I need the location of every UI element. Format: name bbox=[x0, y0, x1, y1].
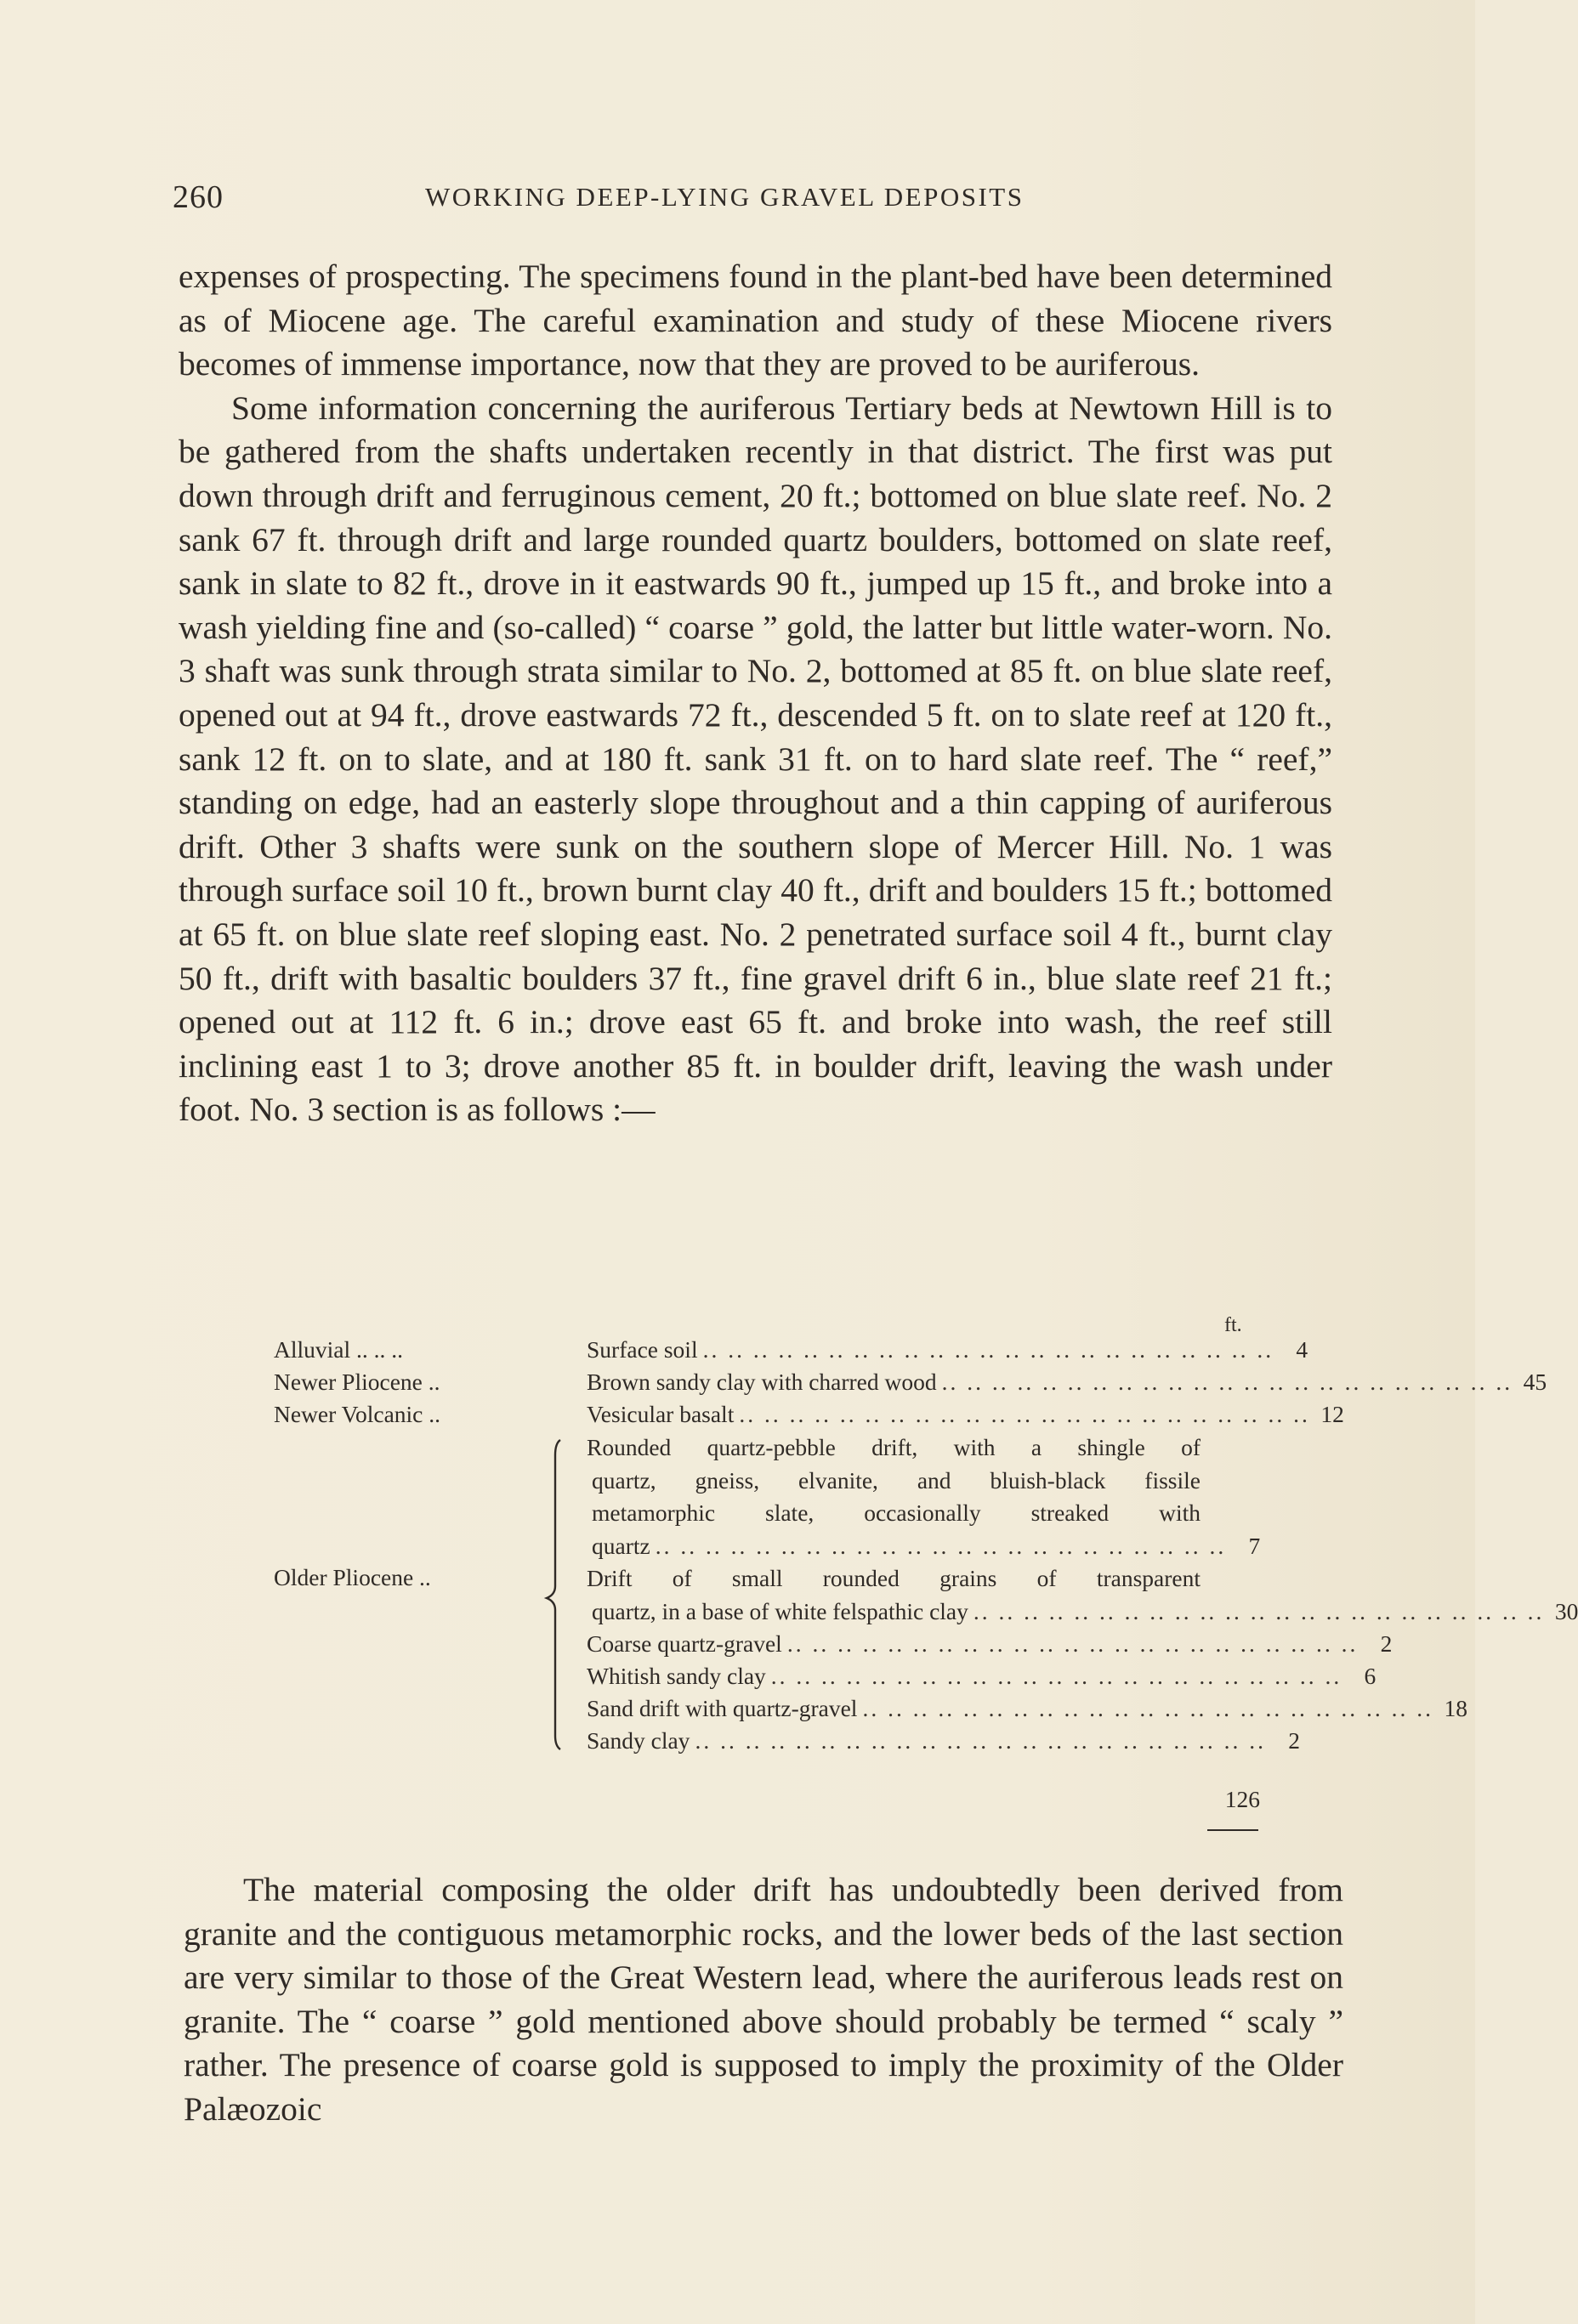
strata-description: Surface soil bbox=[587, 1336, 698, 1363]
strata-thickness: 7 bbox=[1248, 1532, 1261, 1559]
strata-row bbox=[587, 1398, 1344, 1431]
leader-dots: .. .. .. .. .. .. .. .. .. .. .. .. .. .. .. .. .. .. .. .. .. .. .. bbox=[941, 1369, 1513, 1395]
strata-row bbox=[587, 1562, 1578, 1628]
strata-description: Drift of small rounded grains of transparent bbox=[587, 1565, 1201, 1591]
strata-thickness: 45 bbox=[1523, 1369, 1547, 1395]
leader-dots: .. .. .. .. .. .. .. .. .. .. .. .. .. .. .. .. .. .. .. .. .. .. .. bbox=[770, 1663, 1342, 1689]
leader-dots: .. .. .. .. .. .. .. .. .. .. .. .. .. .. .. .. .. .. .. .. .. .. .. bbox=[786, 1630, 1359, 1657]
formation-newer-pliocene: Newer Pliocene .. bbox=[274, 1369, 440, 1395]
strata-thickness: 6 bbox=[1364, 1663, 1376, 1689]
formation-alluvial: Alluvial .. .. .. bbox=[274, 1336, 404, 1363]
strata-thickness: 18 bbox=[1444, 1695, 1467, 1721]
strata-thickness: 30 bbox=[1554, 1597, 1578, 1624]
strata-row bbox=[587, 1334, 1308, 1367]
strata-description: Vesicular basalt bbox=[587, 1401, 735, 1427]
strata-description: Coarse quartz-gravel bbox=[587, 1630, 782, 1657]
body-text bbox=[179, 255, 1332, 1132]
strata-thickness: 2 bbox=[1380, 1630, 1393, 1657]
formation-newer-volcanic: Newer Volcanic .. bbox=[274, 1401, 441, 1427]
strata-row bbox=[587, 1366, 1547, 1399]
strata-description: Brown sandy clay with charred wood bbox=[587, 1369, 937, 1395]
strata-thickness: 4 bbox=[1296, 1336, 1308, 1363]
strata-description-cont: metamorphic slate, occasionally streaked with bbox=[592, 1499, 1201, 1526]
running-title: WORKING DEEP-LYING GRAVEL DEPOSITS bbox=[425, 182, 1025, 212]
leader-dots: .. .. .. .. .. .. .. .. .. .. .. .. .. .. .. .. .. .. .. .. .. .. .. bbox=[862, 1695, 1433, 1721]
body-text-continued bbox=[184, 1868, 1343, 2132]
total-rule bbox=[1207, 1829, 1258, 1831]
strata-description: Sand drift with quartz-gravel bbox=[587, 1695, 858, 1721]
strata-description: Rounded quartz-pebble drift, with a shingle of bbox=[587, 1434, 1201, 1460]
strata-row bbox=[587, 1431, 1260, 1562]
strata-description-cont: quartz, gneiss, elvanite, and bluish-black fissile bbox=[592, 1466, 1201, 1494]
brace-icon bbox=[542, 1437, 584, 1753]
paragraph-2: Some information concerning the auriferous Tertiary beds at Newtown Hill is to be gathered from the shafts undertaken recently in that district. The first was put down through drift and ferruginous cement, 20 ft.; bottomed on blue slate reef. No. 2 sank 67 ft. through drift and large rounded quartz boulders, bottomed on slate reef, sank in slate to 82 ft., drove in it eastwards 90 ft., jumped up 15 ft., and broke into a wash yielding fine and (so-called) “ coarse ” gold, the latter but little water-worn. No. 3 shaft was sunk through strata similar to No. 2, bottomed at 85 ft. on blue slate reef, opened out at 94 ft., drove eastwards 72 ft., descended 5 ft. on to slate reef at 120 ft., sank 12 ft. on to slate, and at 180 ft. sank 31 ft. on to hard slate reef. The “ reef,” standing on edge, had an easterly slope throughout and a thin capping of auriferous drift. Other 3 shafts were sunk on the southern slope of Mercer Hill. No. 1 was through surface soil 10 ft., brown burnt clay 40 ft., drift and boulders 15 ft.; bottomed at 65 ft. on blue slate reef sloping east. No. 2 penetrated surface soil 4 ft., burnt clay 50 ft., drift with basaltic boulders 37 ft., fine gravel drift 6 in., blue slate reef 21 ft.; opened out at 112 ft. 6 in.; drove east 65 ft. and broke into wash, the reef still inclining east 1 to 3; drove another 85 ft. in boulder drift, leaving the wash under foot. No. 3 section is as follows :— bbox=[179, 388, 1332, 1129]
strata-section-table bbox=[274, 1309, 1578, 1853]
leader-dots: .. .. .. .. .. .. .. .. .. .. .. .. .. .. .. .. .. .. .. .. .. .. .. bbox=[695, 1727, 1266, 1754]
strata-row bbox=[587, 1660, 1376, 1693]
total-thickness: 126 bbox=[1224, 1786, 1260, 1812]
strata-description: Sandy clay bbox=[587, 1727, 690, 1754]
page-number: 260 bbox=[173, 179, 224, 215]
strata-description-cont: quartz bbox=[592, 1532, 650, 1559]
formation-older-pliocene: Older Pliocene .. bbox=[274, 1564, 431, 1590]
leader-dots: .. .. .. .. .. .. .. .. .. .. .. .. .. .. .. .. .. .. .. .. .. .. .. bbox=[702, 1336, 1274, 1363]
unit-header: ft. bbox=[1224, 1314, 1242, 1336]
leader-dots: .. .. .. .. .. .. .. .. .. .. .. .. .. .. .. .. .. .. .. .. .. .. .. bbox=[655, 1532, 1227, 1559]
running-head bbox=[173, 179, 1346, 221]
leader-dots: .. .. .. .. .. .. .. .. .. .. .. .. .. .. .. .. .. .. .. .. .. .. .. bbox=[739, 1401, 1310, 1427]
strata-row bbox=[587, 1725, 1300, 1758]
strata-thickness: 2 bbox=[1288, 1727, 1300, 1754]
strata-row bbox=[587, 1692, 1467, 1726]
paragraph-3: The material composing the older drift has undoubtedly been derived from granite and the contiguous metamorphic rocks, and the lower beds of the last section are very similar to those of the Great Western lead, where the auriferous leads rest on granite. The “ coarse ” gold mentioned above should probably be termed “ scaly ” rather. The presence of coarse gold is supposed to imply the proximity of the Older Palæozoic bbox=[184, 1871, 1343, 2128]
paragraph-1: expenses of prospecting. The specimens found in the plant-bed have been determined as of Miocene age. The careful examination and study of these Miocene rivers becomes of immense importance, now that they are proved to be auriferous. bbox=[179, 258, 1332, 383]
leader-dots: .. .. .. .. .. .. .. .. .. .. .. .. .. .. .. .. .. .. .. .. .. .. .. bbox=[973, 1597, 1545, 1624]
strata-thickness: 12 bbox=[1320, 1401, 1344, 1427]
strata-description: Whitish sandy clay bbox=[587, 1663, 766, 1689]
strata-row bbox=[587, 1628, 1393, 1661]
strata-description-cont: quartz, in a base of white felspathic clay bbox=[592, 1597, 968, 1624]
